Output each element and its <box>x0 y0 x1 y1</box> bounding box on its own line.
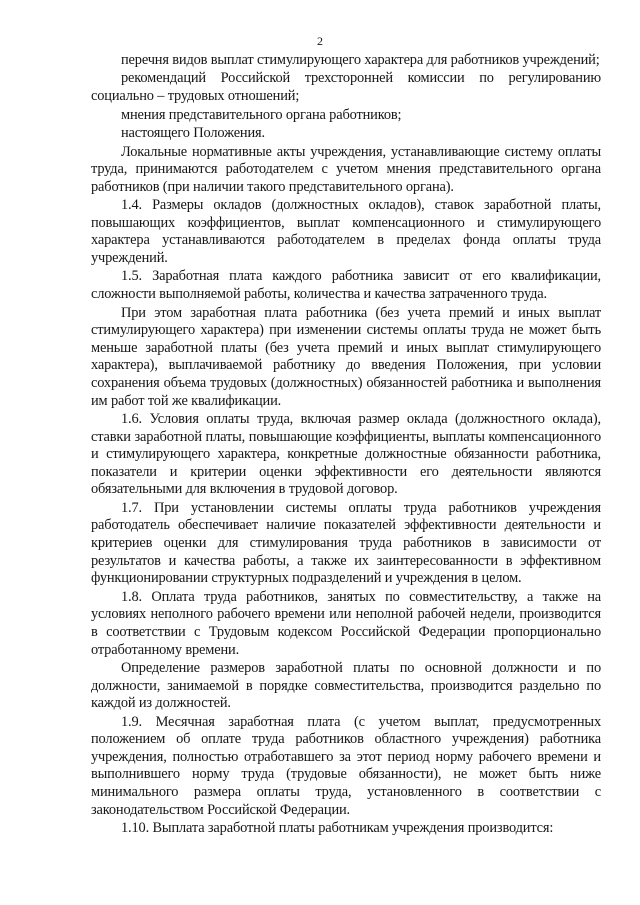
paragraph-local-acts: Локальные нормативные акты учреждения, устанавливающие систему оплаты труда, принимаются работодателем с учетом мнения представительного органа работников (при наличии такого представительного органа). <box>91 143 601 195</box>
paragraph-1-6: 1.6. Условия оплаты труда, включая размер оклада (должностного оклада), ставки заработной платы, повышающие коэффициенты, выплаты компенсационного и стимулирующего характера, конкретные должностные обязанности работника, показатели и критерии оценки эффективности его деятельности являются обязательными для включения в трудовой договор. <box>91 411 601 498</box>
page-number: 2 <box>317 34 323 48</box>
paragraph-1-8: 1.8. Оплата труда работников, занятых по совместительству, а также на условиях неполного рабочего времени или неполной рабочей недели, производится в соответствии с Трудовым кодексом Российской Федерации пропорционально отработанному времени. <box>91 588 601 658</box>
paragraph-1-7: 1.7. При установлении системы оплаты труда работников учреждения работодатель обеспечивает наличие показателей эффективности деятельности и критериев оценки для стимулирования труда работников в зависимости от результатов и качества работы, а также их заинтересованности в эффективном функционировании структурных подразделений и учреждения в целом. <box>91 499 601 587</box>
paragraph-representative-opinion: мнения представительного органа работников; <box>121 106 402 123</box>
document-body <box>91 52 601 838</box>
paragraph-regulation: настоящего Положения. <box>121 125 265 142</box>
paragraph-1-9: 1.9. Месячная заработная плата (с учетом выплат, предусмотренных положением об оплате труда работников областного учреждения) работника учреждения, полностью отработавшего за этот период норму рабочего времени и выполнившего норму труда (трудовые обязанности), не может быть ниже минимального размера оплаты труда, установленного в соответствии с законодательством Российской Федерации. <box>91 713 601 818</box>
paragraph-commission: рекомендаций Российской трехсторонней комиссии по регулированию социально – трудовых отношений; <box>91 70 601 105</box>
paragraph-vyplaty-list: перечня видов выплат стимулирующего характера для работников учреждений; <box>121 52 600 68</box>
paragraph-1-5: 1.5. Заработная плата каждого работника зависит от его квалификации, сложности выполняемой работы, количества и качества затраченного труда. <box>91 268 601 303</box>
paragraph-1-5-continued: При этом заработная плата работника (без учета премий и иных выплат стимулирующего характера) при изменении системы оплаты труда не может быть меньше заработной платы (без учета премий и иных выплат стимулирующего характера), выплачиваемой работнику до введения Положения, при условии сохранения объема трудовых (должностных) обязанностей работника и выполнения им работ той же квалификации. <box>91 304 601 409</box>
paragraph-1-8-continued: Определение размеров заработной платы по основной должности и по должности, занимаемой в порядке совместительства, производится раздельно по каждой из должностей. <box>91 659 601 712</box>
paragraph-1-4: 1.4. Размеры окладов (должностных окладов), ставок заработной платы, повышающих коэффициентов, выплат компенсационного и стимулирующего характера устанавливаются работодателем в пределах фонда оплаты труда учреждений. <box>91 197 601 266</box>
paragraph-1-10: 1.10. Выплата заработной платы работникам учреждения производится: <box>121 820 554 837</box>
